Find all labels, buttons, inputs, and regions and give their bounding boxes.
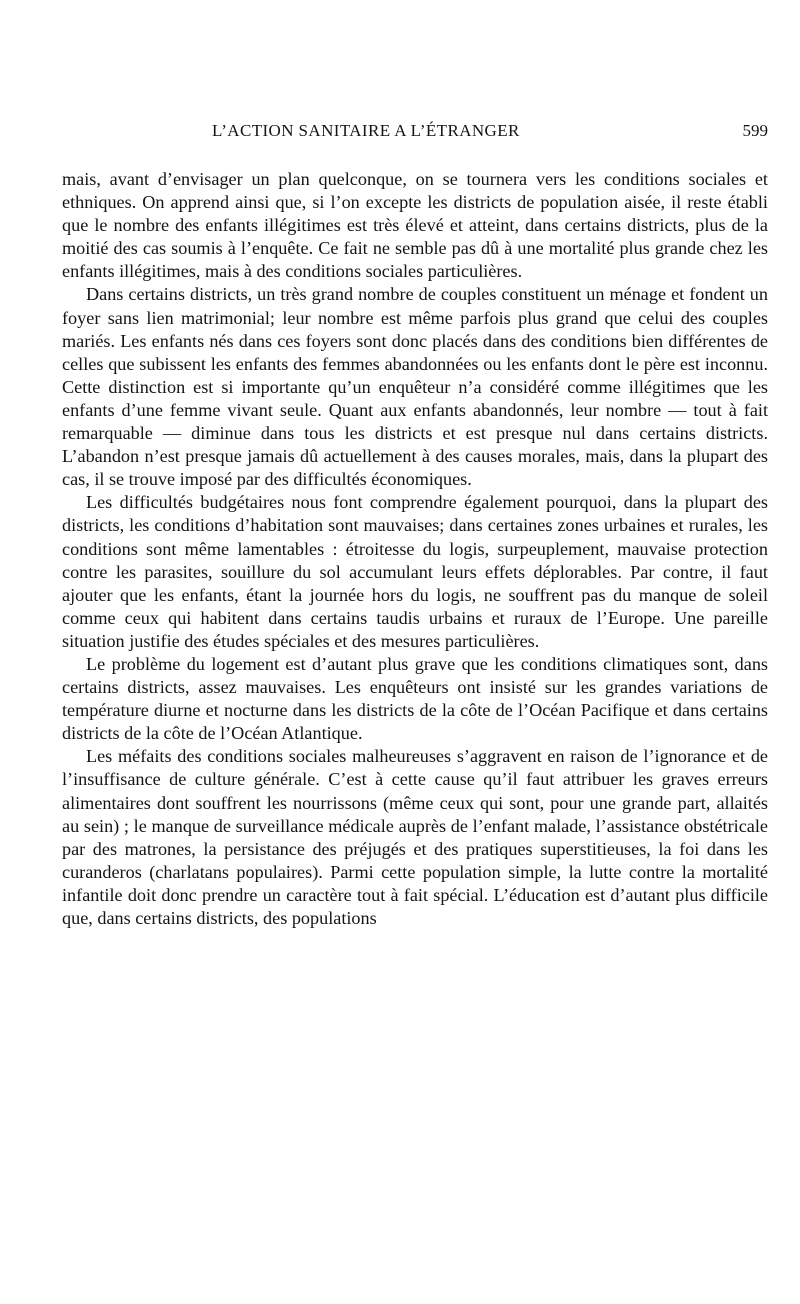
body-text xyxy=(62,168,768,930)
running-header xyxy=(62,121,768,145)
page-number: 599 xyxy=(742,121,768,140)
paragraph-4: Le problème du logement est d’autant plus grave que les conditions climatiques sont, dans certains districts, assez mauvaises. Les enquêteurs ont insisté sur les grandes variations de température diurne et nocturne dans les districts de la côte de l’Océan Pacifique et dans certains districts de la côte de l’Océan Atlantique. xyxy=(62,653,768,744)
running-title: L’ACTION SANITAIRE A L’ÉTRANGER xyxy=(212,121,520,140)
paragraph-1: mais, avant d’envisager un plan quelconque, on se tournera vers les conditions sociales et ethniques. On apprend ainsi que, si l’on excepte les districts de population aisée, il reste établi que le nombre des enfants illégitimes est très élevé et atteint, dans certains districts, plus de la moitié des cas soumis à l’enquête. Ce fait ne semble pas dû à une mortalité plus grande chez les enfants illégitimes, mais à des conditions sociales particulières. xyxy=(62,169,768,282)
paragraph-2: Dans certains districts, un très grand nombre de couples constituent un ménage et fondent un foyer sans lien matrimonial; leur nombre est même parfois plus grand que celui des couples mariés. Les enfants nés dans ces foyers sont donc placés dans des conditions bien différentes de celles que subissent les enfants des femmes abandonnées ou les enfants dont le père est inconnu. Cette distinction est si importante qu’un enquêteur n’a considéré comme illégitimes que les enfants d’une femme vivant seule. Quant aux enfants abandonnés, leur nombre — tout à fait remarquable — diminue dans tous les districts et est presque nul dans certains districts. L’abandon n’est presque jamais dû actuellement à des causes morales, mais, dans la plupart des cas, il se trouve imposé par des difficultés économiques. xyxy=(62,284,768,490)
paragraph-5: Les méfaits des conditions sociales malheureuses s’aggravent en raison de l’ignorance et de l’insuffisance de culture générale. C’est à cette cause qu’il faut attribuer les graves erreurs alimentaires dont souffrent les nourrissons (même ceux qui sont, pour une grande part, allaités au sein) ; le manque de surveillance médicale auprès de l’enfant malade, l’assistance obstétricale par des matrones, la persistance des préjugés et des pratiques superstitieuses, la foi dans les curanderos (charlatans populaires). Parmi cette population simple, la lutte contre la mortalité infantile doit donc prendre un caractère tout à fait spécial. L’éducation est d’autant plus difficile que, dans certains districts, des populations xyxy=(62,746,768,928)
paragraph-3: Les difficultés budgétaires nous font comprendre également pourquoi, dans la plupart des districts, les conditions d’habitation sont mauvaises; dans certaines zones urbaines et rurales, les conditions sont même lamentables : étroitesse du logis, surpeuplement, mauvaise protection contre les parasites, souillure du sol accumulant leurs effets déplorables. Par contre, il faut ajouter que les enfants, étant la journée hors du logis, ne souffrent pas du manque de soleil comme ceux qui habitent dans certains taudis urbains et ruraux de l’Europe. Une pareille situation justifie des études spéciales et des mesures particulières. xyxy=(62,492,768,651)
